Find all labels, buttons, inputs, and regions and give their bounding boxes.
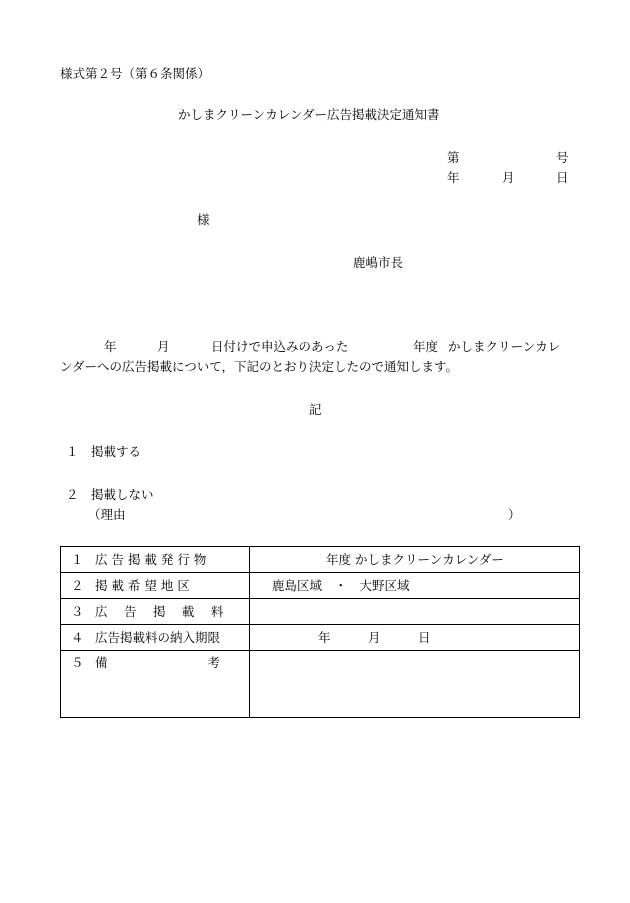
row-1-value-cell: [250, 547, 580, 573]
row-value: 鹿島区域 ・ 大野区域: [272, 577, 410, 593]
reason-close: ）: [508, 507, 521, 522]
ki-heading: 記: [309, 402, 322, 417]
row-number: ４: [71, 629, 84, 645]
table-row: [61, 573, 580, 599]
row-value: 年 月 日: [318, 629, 431, 645]
doc-number-dai: 第: [447, 150, 460, 165]
body-fiscal-year: 年度: [413, 339, 439, 354]
body-calendar-name: かしまクリーンカレ: [448, 339, 561, 354]
row-1-label-cell: [61, 547, 250, 573]
row-3-value-cell: [250, 599, 580, 625]
row-number: １: [71, 551, 84, 567]
item-2-number: ２: [66, 487, 79, 502]
item-1-number: １: [66, 444, 79, 459]
table-row: [61, 625, 580, 651]
date-day: 日: [556, 170, 569, 185]
details-table: [60, 546, 580, 718]
item-2-label: 掲載しない: [91, 487, 154, 502]
row-number: ５: [71, 655, 84, 670]
item-1-label: 掲載する: [91, 444, 142, 459]
body-line-2: ンダーへの広告掲載について，下記のとおり決定したので通知します。: [60, 359, 459, 374]
row-label: 広 告 掲 載 発 行 物: [95, 551, 207, 567]
body-month: 月: [157, 339, 170, 354]
row-4-label-cell: [61, 625, 250, 651]
body-year: 年: [104, 339, 117, 354]
form-number: 様式第２号（第６条関係）: [60, 66, 211, 81]
row-label: 掲 載 希 望 地 区: [95, 577, 190, 593]
row-4-value-cell: [250, 625, 580, 651]
row-3-label-cell: [61, 599, 250, 625]
addressee-suffix: 様: [197, 212, 210, 227]
sender-name: 鹿嶋市長: [353, 255, 404, 270]
row-label: 広 告 掲 載 料: [95, 603, 224, 619]
row-number: ３: [71, 603, 84, 619]
date-month: 月: [502, 170, 515, 185]
row-5-label-cell: [61, 651, 250, 718]
table-row: [61, 547, 580, 573]
row-5-value-cell: [250, 651, 580, 718]
table-row: [61, 651, 580, 718]
row-2-value-cell: [250, 573, 580, 599]
row-label: 広告掲載料の納入期限: [95, 629, 221, 645]
reason-open: （理由: [88, 507, 126, 522]
body-applied-on: 日付けで申込みのあった: [211, 339, 349, 354]
row-2-label-cell: [61, 573, 250, 599]
row-number: ２: [71, 577, 84, 593]
doc-number-go: 号: [556, 150, 569, 165]
table-row: [61, 599, 580, 625]
date-year: 年: [447, 170, 460, 185]
row-label: 備 考: [95, 655, 221, 670]
row-value: 年度 かしまクリーンカレンダー: [326, 551, 504, 567]
document-title: かしまクリーンカレンダー広告掲載決定通知書: [178, 107, 440, 122]
